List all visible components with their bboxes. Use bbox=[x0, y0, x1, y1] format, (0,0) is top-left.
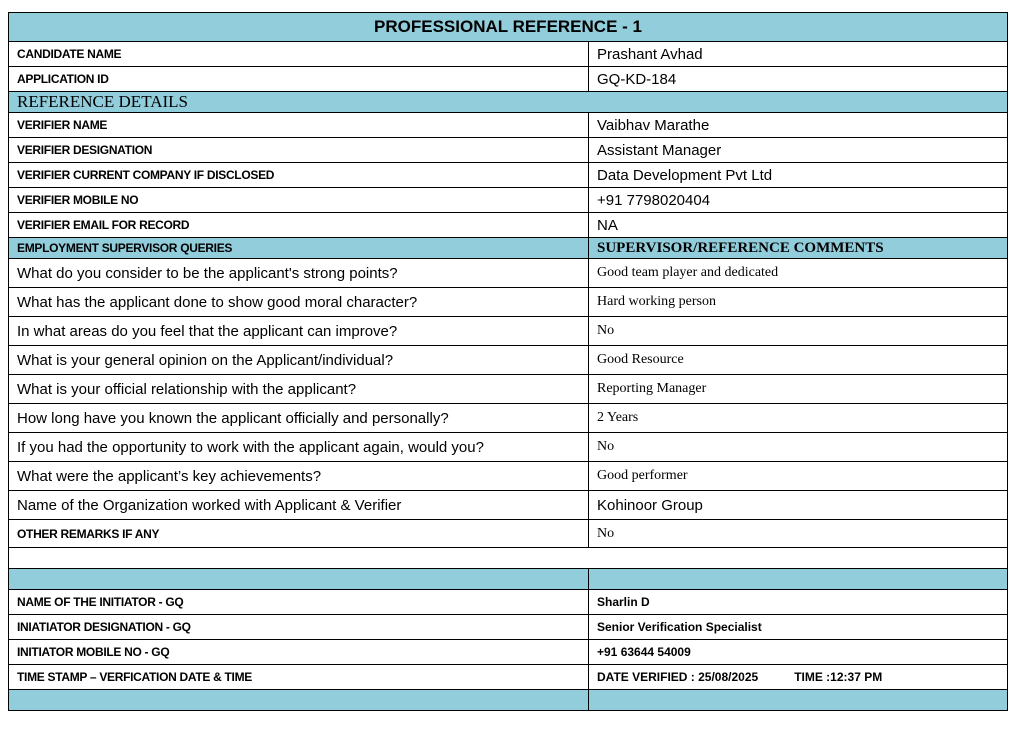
blue-spacer bbox=[589, 690, 1008, 711]
query-row bbox=[9, 288, 1008, 317]
reference-details-header: REFERENCE DETAILS bbox=[9, 92, 1008, 113]
answer: No bbox=[589, 317, 1008, 346]
initiator-row bbox=[9, 615, 1008, 640]
answer: 2 Years bbox=[589, 404, 1008, 433]
question: What were the applicant’s key achievements? bbox=[9, 462, 589, 491]
comments-header: SUPERVISOR/REFERENCE COMMENTS bbox=[589, 238, 1008, 259]
question: In what areas do you feel that the applicant can improve? bbox=[9, 317, 589, 346]
question: What is your general opinion on the Applicant/individual? bbox=[9, 346, 589, 375]
verifier-row bbox=[9, 213, 1008, 238]
value: +91 7798020404 bbox=[589, 188, 1008, 213]
answer: Hard working person bbox=[589, 288, 1008, 317]
value: Prashant Avhad bbox=[589, 42, 1008, 67]
reference-form bbox=[8, 12, 1008, 711]
label: CANDIDATE NAME bbox=[9, 42, 589, 67]
label: INIATIATOR DESIGNATION - GQ bbox=[9, 615, 589, 640]
blue-spacer bbox=[9, 690, 589, 711]
time-verified: TIME :12:37 PM bbox=[794, 670, 883, 684]
query-row bbox=[9, 259, 1008, 288]
value: Sharlin D bbox=[589, 590, 1008, 615]
verifier-row bbox=[9, 163, 1008, 188]
label: VERIFIER DESIGNATION bbox=[9, 138, 589, 163]
form-title: PROFESSIONAL REFERENCE - 1 bbox=[9, 13, 1008, 42]
question: What is your official relationship with the applicant? bbox=[9, 375, 589, 404]
label: VERIFIER MOBILE NO bbox=[9, 188, 589, 213]
query-row bbox=[9, 346, 1008, 375]
timestamp-value bbox=[589, 665, 1008, 690]
blue-spacer bbox=[9, 569, 589, 590]
question: Name of the Organization worked with Applicant & Verifier bbox=[9, 491, 589, 520]
other-remarks-row bbox=[9, 520, 1008, 548]
queries-header: EMPLOYMENT SUPERVISOR QUERIES bbox=[9, 238, 589, 259]
question: What has the applicant done to show good moral character? bbox=[9, 288, 589, 317]
label: VERIFIER CURRENT COMPANY IF DISCLOSED bbox=[9, 163, 589, 188]
value: NA bbox=[589, 213, 1008, 238]
value: Senior Verification Specialist bbox=[589, 615, 1008, 640]
answer: Good team player and dedicated bbox=[589, 259, 1008, 288]
answer: Kohinoor Group bbox=[589, 491, 1008, 520]
queries-header-row bbox=[9, 238, 1008, 259]
label: INITIATOR MOBILE NO - GQ bbox=[9, 640, 589, 665]
label: VERIFIER EMAIL FOR RECORD bbox=[9, 213, 589, 238]
value: Vaibhav Marathe bbox=[589, 113, 1008, 138]
answer: No bbox=[589, 433, 1008, 462]
verifier-row bbox=[9, 113, 1008, 138]
value: Assistant Manager bbox=[589, 138, 1008, 163]
application-id-row bbox=[9, 67, 1008, 92]
label: APPLICATION ID bbox=[9, 67, 589, 92]
label: VERIFIER NAME bbox=[9, 113, 589, 138]
blank-row bbox=[9, 548, 1008, 569]
label: NAME OF THE INITIATOR - GQ bbox=[9, 590, 589, 615]
query-row bbox=[9, 375, 1008, 404]
value: +91 63644 54009 bbox=[589, 640, 1008, 665]
answer: Reporting Manager bbox=[589, 375, 1008, 404]
query-row bbox=[9, 462, 1008, 491]
query-row bbox=[9, 317, 1008, 346]
value: GQ-KD-184 bbox=[589, 67, 1008, 92]
question: How long have you known the applicant officially and personally? bbox=[9, 404, 589, 433]
label: TIME STAMP – VERFICATION DATE & TIME bbox=[9, 665, 589, 690]
question: What do you consider to be the applicant's strong points? bbox=[9, 259, 589, 288]
answer: Good performer bbox=[589, 462, 1008, 491]
query-row bbox=[9, 404, 1008, 433]
initiator-row bbox=[9, 590, 1008, 615]
candidate-name-row bbox=[9, 42, 1008, 67]
value: No bbox=[589, 520, 1008, 548]
query-row bbox=[9, 433, 1008, 462]
initiator-row bbox=[9, 640, 1008, 665]
value: Data Development Pvt Ltd bbox=[589, 163, 1008, 188]
verifier-row bbox=[9, 138, 1008, 163]
question: If you had the opportunity to work with the applicant again, would you? bbox=[9, 433, 589, 462]
date-verified: DATE VERIFIED : 25/08/2025 bbox=[597, 670, 759, 684]
verifier-row bbox=[9, 188, 1008, 213]
timestamp-row bbox=[9, 665, 1008, 690]
blue-spacer bbox=[589, 569, 1008, 590]
label: OTHER REMARKS IF ANY bbox=[9, 520, 589, 548]
answer: Good Resource bbox=[589, 346, 1008, 375]
query-row bbox=[9, 491, 1008, 520]
